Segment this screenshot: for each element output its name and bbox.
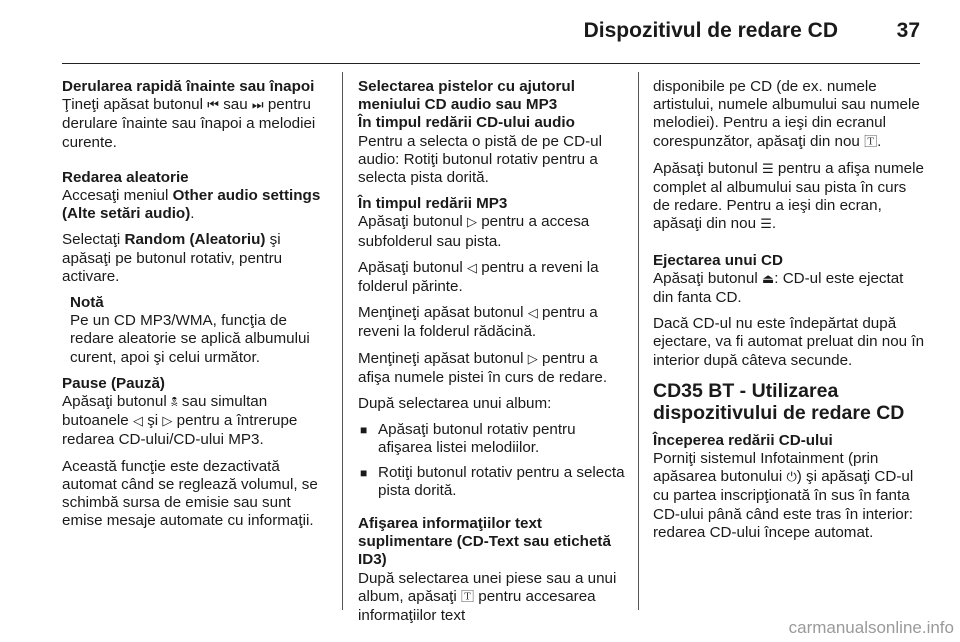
paragraph [653, 160, 925, 235]
text: . [190, 205, 195, 223]
eject-icon: ⏏ [761, 271, 775, 287]
text: pentru a afişa numele pistei în curs de redare. [358, 349, 608, 386]
right-arrow-icon: ▷ [466, 215, 477, 231]
text: Apăsaţi butonul [358, 258, 463, 276]
text: : CD-ul este ejectat din fanta CD. [653, 269, 904, 307]
paragraph: Această funcţie este dezactivată automat când se reglează volumul, se schimbă sursa de emisie sau sunt emise mesaje automate cu informaţii. [62, 457, 318, 530]
paragraph [62, 231, 330, 286]
left-arrow-icon: ◁ [527, 306, 538, 322]
text: ) şi apăsaţi CD-ul cu partea inscripţionată în sus în fanta CD-ului până când este tras în interior: redarea CD-ului începe automat. [653, 468, 914, 541]
volume-down-icon: ◁ [132, 414, 143, 430]
note-box [70, 294, 330, 367]
paragraph: După selectarea unui album: [358, 395, 552, 413]
text: sau [223, 96, 248, 114]
note-text: Pe un CD MP3/WMA, funcţia de redare aleatorie se aplică albumului curent, apoi şi celui următor. [70, 312, 310, 366]
text: şi [147, 412, 159, 430]
paragraph: Dacă CD-ul nu este îndepărtat după ejectare, va fi automat preluat din nou în interior după câteva secunde. [653, 315, 925, 369]
note-heading: Notă [70, 294, 104, 312]
left-arrow-icon: ◁ [466, 260, 477, 276]
paragraph [358, 259, 628, 296]
column-divider [342, 72, 343, 610]
section-heading: Pause (Pauză) [62, 374, 165, 392]
text: Apăsaţi butonul [653, 159, 758, 177]
text: Selectaţi [62, 231, 121, 249]
list-item [358, 464, 628, 500]
section-heading: Începerea redării CD-ului [653, 431, 833, 449]
text: Accesaţi meniul [62, 187, 169, 205]
text: disponibile pe CD (de ex. numele artistului, numele albumului sau numele melodiei). Pentru a ieşi din ecranul corespunzător, apăsaţi din nou [653, 78, 920, 150]
info-icon: 🅃 [461, 589, 475, 605]
list-item-text: Rotiţi butonul rotativ pentru a selecta pista dorită. [378, 463, 625, 499]
paragraph [358, 350, 628, 387]
page-number: 37 [896, 19, 920, 42]
next-track-icon: ⏭ [251, 98, 264, 114]
text: Menţineţi apăsat butonul [358, 304, 524, 322]
section-heading: Selectarea pistelor cu ajutorul meniului CD audio sau MP3 [358, 78, 575, 114]
text: pentru a reveni la folderul rădăcină. [358, 304, 598, 341]
bullet-icon: ■ [360, 465, 368, 480]
previous-track-icon: ⏮ [207, 98, 219, 114]
section-heading: Redarea aleatorie [62, 168, 189, 186]
text: Porniţi sistemul Infotainment (prin apăsarea butonului [653, 450, 879, 486]
paragraph [358, 304, 628, 341]
text: pentru a afişa numele complet al albumului sau pista în curs de redare. Pentru a ieşi din ecran, apăsaţi din nou [653, 159, 924, 233]
text: Menţineţi apăsat butonul [358, 349, 524, 367]
text: Apăsaţi butonul [358, 213, 463, 231]
subsection-heading: În timpul redării MP3 [358, 195, 508, 213]
volume-up-icon: ▷ [162, 414, 173, 430]
mute-icon: 🕱 [170, 395, 178, 411]
text: Apăsaţi butonul [62, 393, 167, 411]
section-heading: Derularea rapidă înainte sau înapoi [62, 78, 315, 95]
bullet-icon: ■ [360, 423, 368, 438]
paragraph [653, 78, 925, 152]
paragraph [358, 213, 628, 250]
subsection-heading: În timpul redării CD-ului audio [358, 114, 575, 132]
text: pentru accesarea informaţiilor text [358, 587, 596, 625]
info-icon: 🅃 [864, 134, 878, 150]
column-divider [638, 72, 639, 610]
text: pentru a accesa subfolderul sau pista. [358, 213, 590, 250]
list-item [358, 421, 628, 457]
page-title: Dispozitivul de redare CD [583, 19, 838, 42]
text: După selectarea unei piese sau a unui album, apăsaţi [358, 569, 617, 605]
text: sau simultan butoanele [62, 393, 268, 430]
list-icon: ☰ [760, 217, 772, 233]
text: şi apăsaţi pe butonul rotativ, pentru activare. [62, 231, 283, 285]
paragraph [62, 187, 330, 223]
list-item-text: Apăsaţi butonul rotativ pentru afişarea listei melodiilor. [378, 421, 576, 457]
text: pentru a întrerupe redarea CD-ului/CD-ului MP3. [62, 412, 298, 449]
text: Apăsaţi butonul [653, 269, 758, 287]
column-1 [62, 78, 330, 538]
paragraph [358, 570, 628, 626]
paragraph [62, 96, 330, 152]
text: . [771, 215, 777, 233]
section-heading: Afişarea informaţiilor text suplimentare (CD-Text sau etichetă ID3) [358, 515, 611, 569]
list-icon: ☰ [761, 161, 774, 177]
column-2 [358, 78, 628, 633]
paragraph [653, 450, 925, 542]
paragraph [62, 393, 330, 450]
section-heading: Ejectarea unui CD [653, 251, 783, 269]
text: pentru derulare înainte sau înapoi a melodiei curente. [62, 96, 316, 151]
power-icon: ⏻ [786, 470, 797, 486]
text: pentru a reveni la folderul părinte. [358, 258, 599, 296]
chapter-heading: CD35 BT - Utilizarea dispozitivului de redare CD [653, 379, 905, 424]
text: . [877, 132, 882, 150]
text: Ţineţi apăsat butonul [62, 96, 204, 114]
column-3 [653, 78, 925, 550]
paragraph [653, 270, 925, 307]
right-arrow-icon: ▷ [527, 351, 538, 367]
menu-item-name: Random (Aleatoriu) [124, 231, 266, 249]
menu-name: Other audio settings (Alte setări audio) [62, 187, 321, 223]
page-header [62, 0, 920, 64]
paragraph: Pentru a selecta o pistă de pe CD-ul audio: Rotiţi butonul rotativ pentru a selecta pista dorită. [358, 132, 602, 187]
watermark: carmanualsonline.info [788, 618, 954, 637]
